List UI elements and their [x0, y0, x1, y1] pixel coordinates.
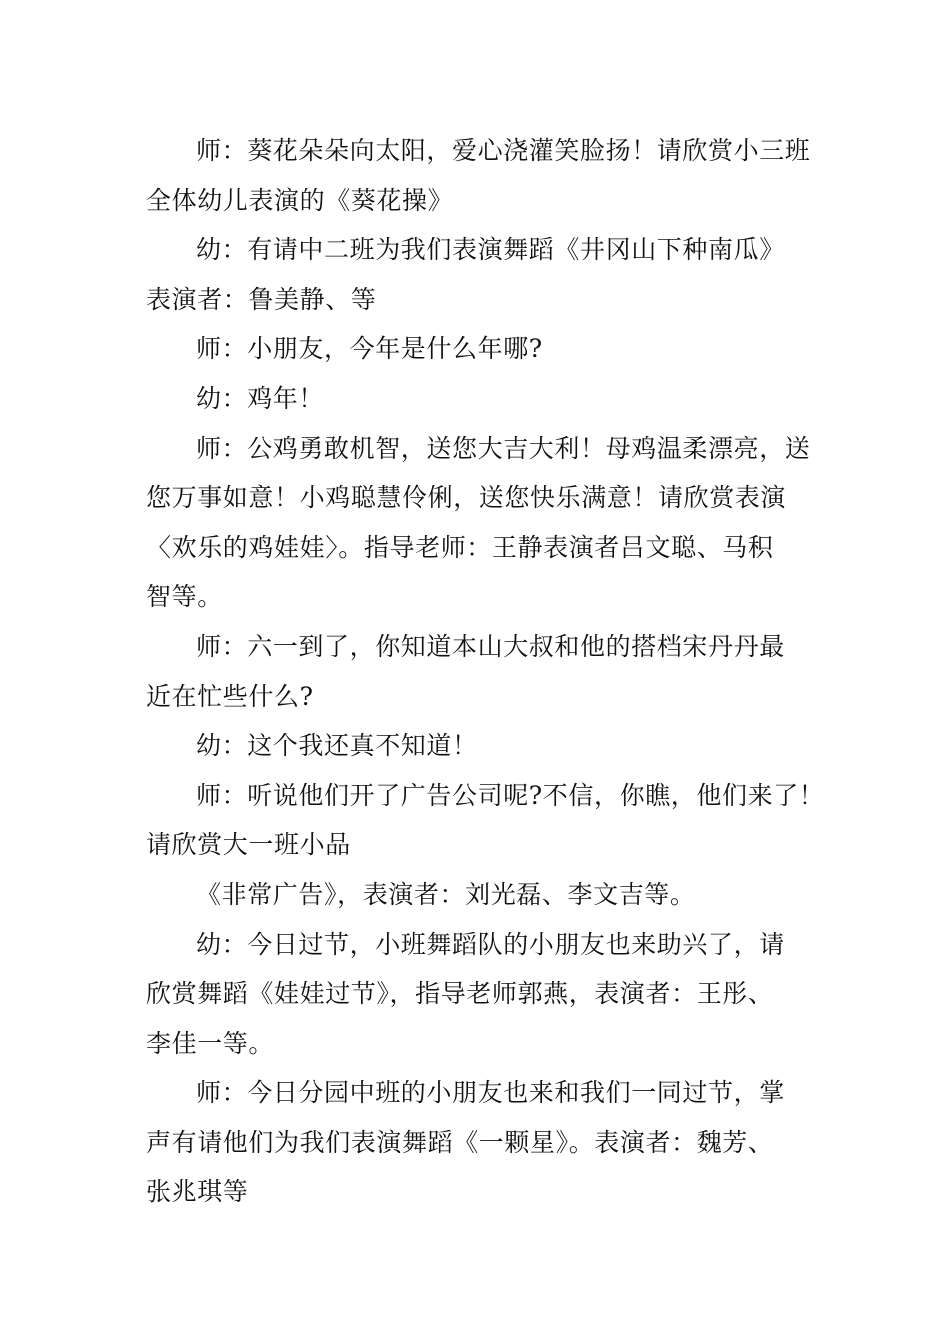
text-line: 全体幼儿表演的《葵花操》: [146, 185, 454, 215]
text-line: 师：听说他们开了广告公司呢?不信，你瞧，他们来了！: [196, 780, 825, 810]
paragraph: [146, 324, 826, 374]
text-line: 张兆琪等: [146, 1177, 249, 1207]
text-line: 师：今日分园中班的小朋友也来和我们一同过节，掌: [196, 1078, 785, 1108]
paragraph: [146, 721, 826, 771]
text-line: 李佳一等。: [146, 1028, 275, 1058]
text-line: 幼：今日过节，小班舞蹈队的小朋友也来助兴了，请: [196, 929, 785, 959]
document-body: [146, 126, 826, 1217]
text-line: 声有请他们为我们表演舞蹈《一颗星》。表演者：魏芳、: [146, 1127, 774, 1157]
text-line: 您万事如意！小鸡聪慧伶俐，送您快乐满意！请欣赏表演: [146, 483, 787, 513]
text-line: 智等。: [146, 582, 223, 612]
text-line: 幼：鸡年！: [196, 383, 325, 413]
paragraph: [146, 920, 826, 1069]
text-line: 〈欢乐的鸡娃娃〉。指导老师：王静表演者吕文聪、马积: [146, 532, 774, 562]
text-line: 近在忙些什么?: [146, 681, 314, 711]
text-line: 请欣赏大一班小品: [146, 830, 351, 860]
text-line: 幼：这个我还真不知道！: [196, 731, 478, 761]
text-line: 表演者：鲁美静、等: [146, 284, 377, 314]
text-line: 师：公鸡勇敢机智，送您大吉大利！母鸡温柔漂亮，送: [196, 433, 811, 463]
paragraph: [146, 225, 826, 324]
paragraph: [146, 424, 826, 622]
text-line: 欣赏舞蹈《娃娃过节》，指导老师郭燕，表演者：王彤、: [146, 979, 774, 1009]
text-line: 师：葵花朵朵向太阳，爱心浇灌笑脸扬！请欣赏小三班: [196, 136, 811, 165]
paragraph: [146, 126, 826, 225]
text-line: 幼：有请中二班为我们表演舞蹈《井冈山下种南瓜》: [196, 235, 785, 265]
paragraph: [146, 622, 826, 721]
text-line: 师：小朋友，今年是什么年哪?: [196, 334, 543, 364]
text-line: 《非常广告》，表演者：刘光磊、李文吉等。: [196, 879, 696, 909]
paragraph: [146, 374, 826, 424]
paragraph: [146, 870, 826, 920]
paragraph: [146, 771, 826, 870]
paragraph: [146, 1068, 826, 1217]
text-line: 师：六一到了，你知道本山大叔和他的搭档宋丹丹最: [196, 631, 785, 661]
